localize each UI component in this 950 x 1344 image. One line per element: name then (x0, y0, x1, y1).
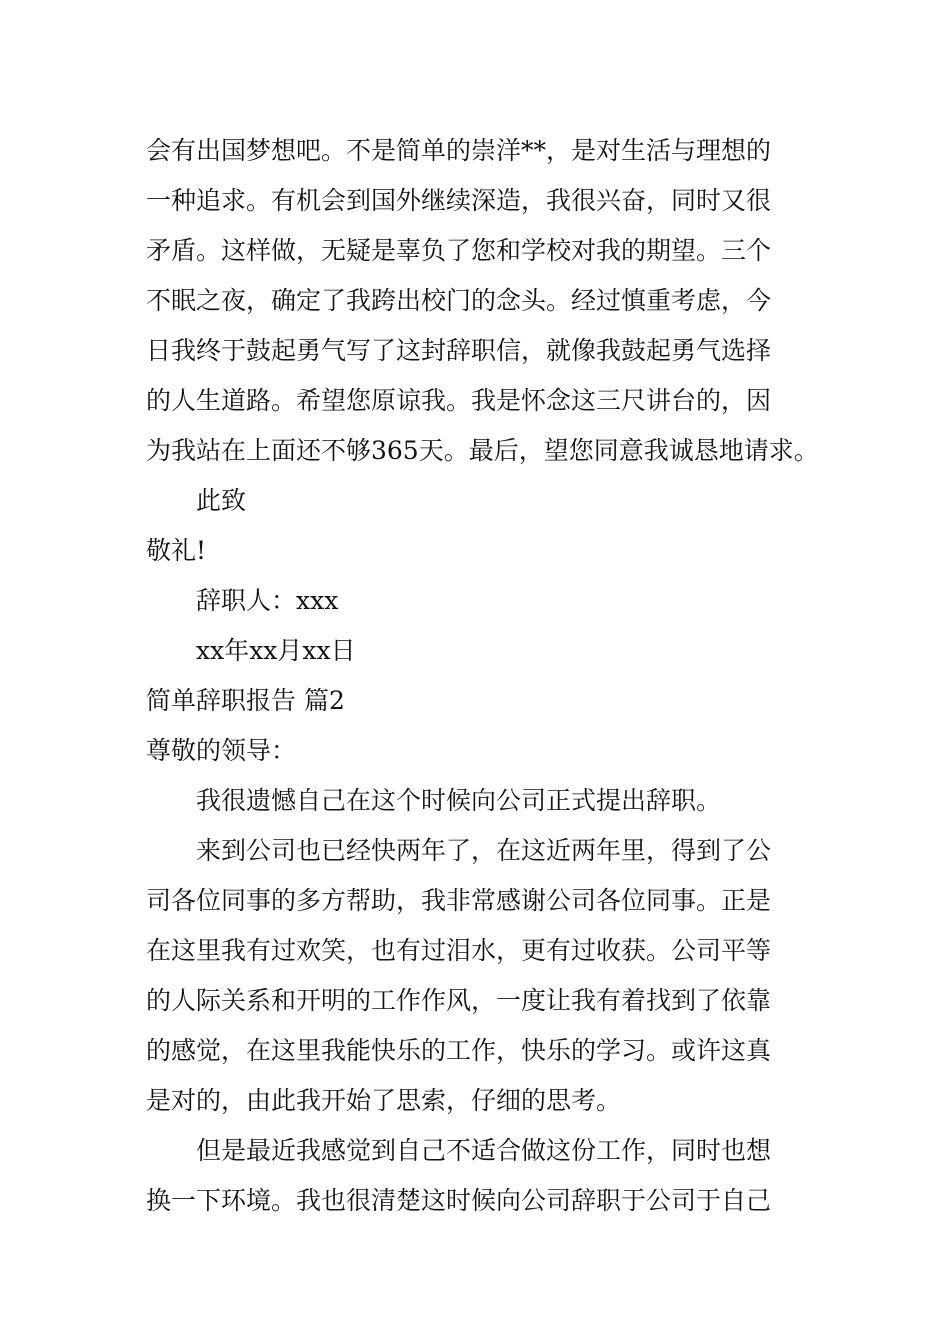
body-line-8: 我很遗憾自己在这个时候向公司正式提出辞职。 (196, 786, 722, 815)
body-line-12: 的人际关系和开明的工作作风，一度让我有着找到了依靠 (146, 986, 772, 1015)
closing-regards: 敬礼! (146, 536, 207, 565)
body-line-5: 日我终于鼓起勇气写了这封辞职信，就像我鼓起勇气选择 (146, 336, 772, 365)
body-line-15: 但是最近我感觉到自己不适合做这份工作，同时也想 (196, 1136, 772, 1165)
body-line-11: 在这里我有过欢笑，也有过泪水，更有过收获。公司平等 (146, 936, 772, 965)
body-line-13: 的感觉，在这里我能快乐的工作，快乐的学习。或许这真 (146, 1036, 772, 1065)
date-line: xx年xx月xx日 (196, 636, 356, 665)
body-line-2: 一种追求。有机会到国外继续深造，我很兴奋，同时又很 (146, 186, 772, 215)
body-line-4: 不眠之夜，确定了我跨出校门的念头。经过慎重考虑，今 (146, 286, 772, 315)
body-line-1: 会有出国梦想吧。不是简单的崇洋**，是对生活与理想的 (146, 136, 772, 165)
body-line-6: 的人生道路。希望您原谅我。我是怀念这三尺讲台的，因 (146, 386, 772, 415)
document-body (146, 126, 826, 1226)
body-line-14: 是对的，由此我开始了思索，仔细的思考。 (146, 1086, 622, 1115)
body-line-7: 为我站在上面还不够365天。最后，望您同意我诚恳地请求。 (146, 436, 819, 465)
body-line-9: 来到公司也已经快两年了，在这近两年里，得到了公 (196, 836, 772, 865)
closing-salutation: 此致 (196, 486, 247, 515)
signature-line: 辞职人：xxx (196, 586, 339, 615)
body-line-10: 司各位同事的多方帮助，我非常感谢公司各位同事。正是 (146, 886, 772, 915)
body-line-16: 换一下环境。我也很清楚这时候向公司辞职于公司于自己 (146, 1186, 772, 1215)
section-heading: 简单辞职报告 篇2 (146, 686, 345, 715)
greeting-line: 尊敬的领导： (146, 736, 297, 765)
body-line-3: 矛盾。这样做，无疑是辜负了您和学校对我的期望。三个 (146, 236, 772, 265)
